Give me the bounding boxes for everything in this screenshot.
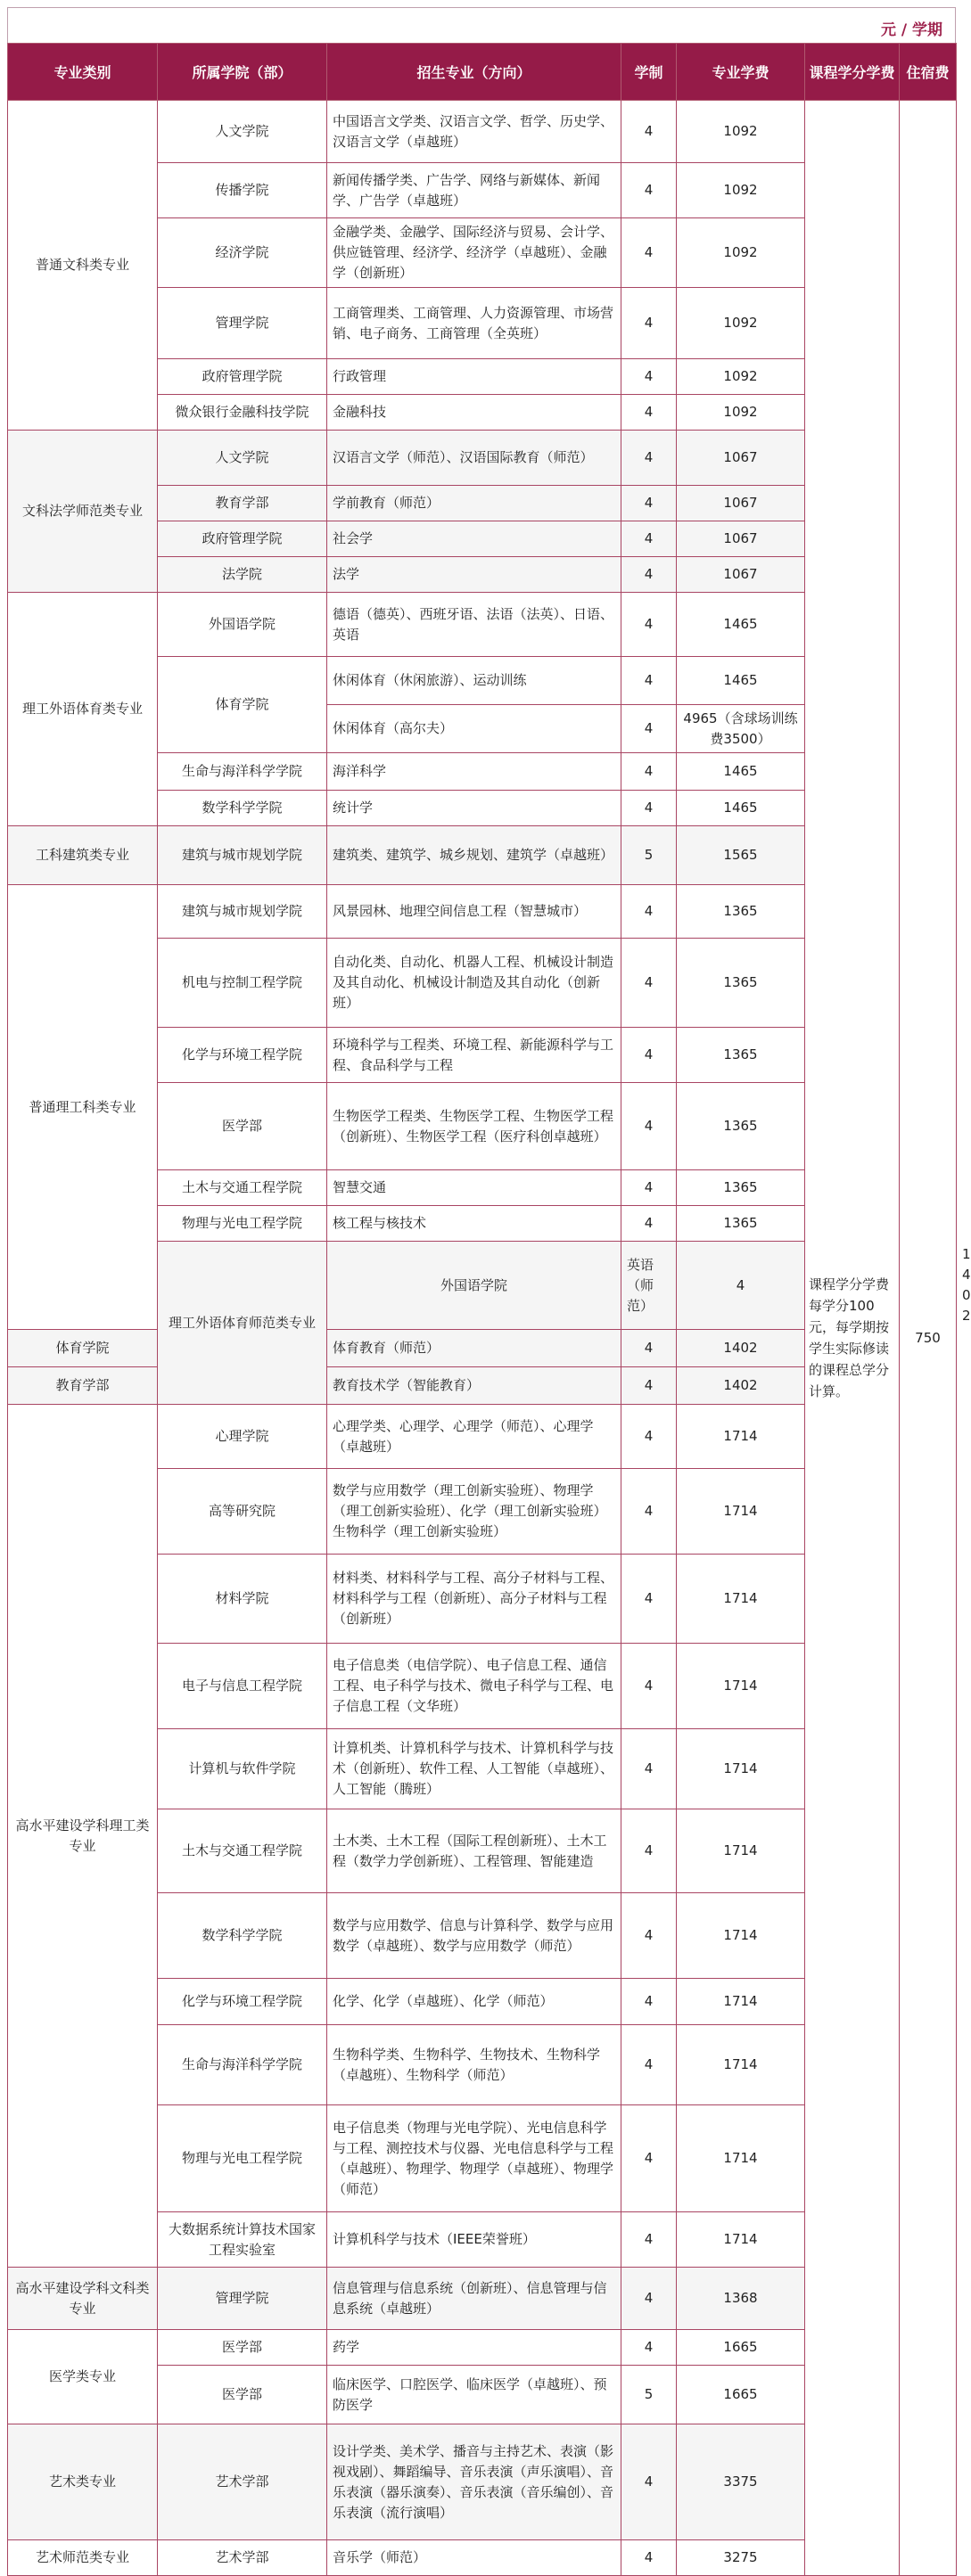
college-cell: 外国语学院 xyxy=(327,1242,621,1330)
category-cell: 理工外语体育师范类专业 xyxy=(158,1242,327,1405)
table-header-row xyxy=(8,44,957,101)
tuition-cell: 1714 xyxy=(677,1809,805,1893)
college-cell: 数学科学学院 xyxy=(158,1893,327,1979)
major-cell: 英语（师范） xyxy=(621,1242,677,1330)
header-years: 学制 xyxy=(621,44,677,101)
tuition-cell: 1402 xyxy=(677,1367,805,1405)
major-cell: 数学与应用数学、信息与计算科学、数学与应用数学（卓越班）、数学与应用数学（师范） xyxy=(327,1893,621,1979)
years-cell: 4 xyxy=(621,557,677,593)
unit-row xyxy=(7,7,956,43)
major-cell: 金融科技 xyxy=(327,395,621,431)
years-cell: 4 xyxy=(621,753,677,791)
major-cell: 数学与应用数学（理工创新实验班）、物理学（理工创新实验班）、化学（理工创新实验班）生物科学（理工创新实验班） xyxy=(327,1469,621,1555)
major-cell: 环境科学与工程类、环境工程、新能源科学与工程、食品科学与工程 xyxy=(327,1028,621,1083)
major-cell: 教育技术学（智能教育） xyxy=(327,1367,621,1405)
college-cell: 材料学院 xyxy=(158,1555,327,1644)
major-cell: 电子信息类（电信学院）、电子信息工程、通信工程、电子科学与技术、微电子科学与工程、电子信息工程（文华班） xyxy=(327,1644,621,1729)
college-cell: 电子与信息工程学院 xyxy=(158,1644,327,1729)
category-cell: 艺术师范类专业 xyxy=(8,2540,158,2576)
tuition-cell: 1092 xyxy=(677,359,805,395)
college-cell: 法学院 xyxy=(158,557,327,593)
college-cell: 体育学院 xyxy=(8,1330,158,1367)
major-cell: 材料类、材料科学与工程、高分子材料与工程、材料科学与工程（创新班）、高分子材料与工程（创新班） xyxy=(327,1555,621,1644)
years-cell: 4 xyxy=(621,2212,677,2268)
tuition-cell: 1365 xyxy=(677,939,805,1028)
years-cell: 4 xyxy=(621,705,677,753)
years-cell: 4 xyxy=(621,2025,677,2105)
years-cell: 4 xyxy=(621,2105,677,2212)
college-cell: 土木与交通工程学院 xyxy=(158,1809,327,1893)
college-cell: 医学部 xyxy=(158,1083,327,1170)
tuition-cell: 1067 xyxy=(677,431,805,486)
major-cell: 汉语言文学（师范）、汉语国际教育（师范） xyxy=(327,431,621,486)
years-cell: 5 xyxy=(621,826,677,885)
tuition-cell: 1067 xyxy=(677,486,805,521)
college-cell: 管理学院 xyxy=(158,288,327,359)
tuition-cell: 1714 xyxy=(677,2105,805,2212)
years-cell: 4 xyxy=(621,1330,677,1367)
tuition-cell: 1714 xyxy=(677,1405,805,1469)
years-cell: 4 xyxy=(621,1729,677,1809)
college-cell: 大数据系统计算技术国家工程实验室 xyxy=(158,2212,327,2268)
major-cell: 生物科学类、生物科学、生物技术、生物科学（卓越班）、生物科学（师范） xyxy=(327,2025,621,2105)
college-cell: 化学与环境工程学院 xyxy=(158,1979,327,2025)
college-cell: 体育学院 xyxy=(158,657,327,753)
major-cell: 中国语言文学类、汉语言文学、哲学、历史学、汉语言文学（卓越班） xyxy=(327,101,621,163)
category-cell: 工科建筑类专业 xyxy=(8,826,158,885)
credit-fee-note: 课程学分学费每学分100元，每学期按学生实际修读的课程总学分计算。 xyxy=(805,101,900,2576)
college-cell: 高等研究院 xyxy=(158,1469,327,1555)
major-cell: 心理学类、心理学、心理学（师范）、心理学（卓越班） xyxy=(327,1405,621,1469)
years-cell: 5 xyxy=(621,2366,677,2424)
college-cell: 管理学院 xyxy=(158,2268,327,2330)
major-cell: 海洋科学 xyxy=(327,753,621,791)
years-cell: 4 xyxy=(621,939,677,1028)
tuition-cell: 1365 xyxy=(677,1170,805,1206)
major-cell: 德语（德英）、西班牙语、法语（法英）、日语、英语 xyxy=(327,593,621,657)
major-cell: 电子信息类（物理与光电学院）、光电信息科学与工程、测控技术与仪器、光电信息科学与工程（卓越班）、物理学、物理学（卓越班）、物理学（师范） xyxy=(327,2105,621,2212)
tuition-cell: 1565 xyxy=(677,826,805,885)
major-cell: 信息管理与信息系统（创新班）、信息管理与信息系统（卓越班） xyxy=(327,2268,621,2330)
tuition-cell: 4965（含球场训练费3500） xyxy=(677,705,805,753)
header-lodging: 住宿费 xyxy=(900,44,957,101)
major-cell: 行政管理 xyxy=(327,359,621,395)
years-cell: 4 xyxy=(621,395,677,431)
college-cell: 传播学院 xyxy=(158,163,327,218)
major-cell: 学前教育（师范） xyxy=(327,486,621,521)
college-cell: 微众银行金融科技学院 xyxy=(158,395,327,431)
tuition-cell: 1067 xyxy=(677,521,805,557)
years-cell: 4 xyxy=(621,593,677,657)
college-cell: 化学与环境工程学院 xyxy=(158,1028,327,1083)
years-cell: 4 xyxy=(621,1644,677,1729)
years-cell: 4 xyxy=(621,2540,677,2576)
years-cell: 4 xyxy=(621,1170,677,1206)
years-cell: 4 xyxy=(621,885,677,939)
category-cell: 高水平建设学科理工类专业 xyxy=(8,1405,158,2268)
college-cell: 心理学院 xyxy=(158,1405,327,1469)
tuition-cell: 1368 xyxy=(677,2268,805,2330)
years-cell: 4 xyxy=(621,288,677,359)
college-cell: 艺术学部 xyxy=(158,2540,327,2576)
unit-label: 元 / 学期 xyxy=(880,21,942,39)
major-cell: 金融学类、金融学、国际经济与贸易、会计学、供应链管理、经济学、经济学（卓越班）、金融学（创新班） xyxy=(327,218,621,288)
years-cell: 4 xyxy=(621,2424,677,2540)
major-cell: 临床医学、口腔医学、临床医学（卓越班）、预防医学 xyxy=(327,2366,621,2424)
table-row: 理工外语体育师范类专业 外国语学院 英语（师范） 4 1402 xyxy=(8,1242,957,1330)
tuition-cell: 1465 xyxy=(677,791,805,826)
major-cell: 建筑类、建筑学、城乡规划、建筑学（卓越班） xyxy=(327,826,621,885)
major-cell: 自动化类、自动化、机器人工程、机械设计制造及其自动化、机械设计制造及其自动化（创新班） xyxy=(327,939,621,1028)
years-cell: 4 xyxy=(621,486,677,521)
header-credit-fee: 课程学分学费 xyxy=(805,44,900,101)
tuition-cell: 1665 xyxy=(677,2366,805,2424)
tuition-table xyxy=(7,43,971,2576)
years-cell: 4 xyxy=(621,431,677,486)
tuition-cell: 1665 xyxy=(677,2330,805,2366)
tuition-cell: 1714 xyxy=(677,2212,805,2268)
college-cell: 政府管理学院 xyxy=(158,521,327,557)
header-college: 所属学院（部） xyxy=(158,44,327,101)
tuition-cell: 1092 xyxy=(677,395,805,431)
college-cell: 政府管理学院 xyxy=(158,359,327,395)
tuition-cell: 1465 xyxy=(677,657,805,705)
header-category: 专业类别 xyxy=(8,44,158,101)
tuition-cell: 1714 xyxy=(677,1555,805,1644)
years-cell: 4 xyxy=(621,657,677,705)
years-cell: 4 xyxy=(621,1555,677,1644)
tuition-cell: 1092 xyxy=(677,218,805,288)
years-cell: 4 xyxy=(621,521,677,557)
major-cell: 法学 xyxy=(327,557,621,593)
tuition-cell: 1402 xyxy=(677,1330,805,1367)
college-cell: 数学科学学院 xyxy=(158,791,327,826)
tuition-cell: 1092 xyxy=(677,101,805,163)
major-cell: 土木类、土木工程（国际工程创新班）、土木工程（数学力学创新班）、工程管理、智能建造 xyxy=(327,1809,621,1893)
header-tuition: 专业学费 xyxy=(677,44,805,101)
lodging-fee-cell: 750 xyxy=(900,101,957,2576)
major-cell: 工商管理类、工商管理、人力资源管理、市场营销、电子商务、工商管理（全英班） xyxy=(327,288,621,359)
college-cell: 经济学院 xyxy=(158,218,327,288)
header-major: 招生专业（方向） xyxy=(327,44,621,101)
years-cell: 4 xyxy=(621,791,677,826)
college-cell: 计算机与软件学院 xyxy=(158,1729,327,1809)
major-cell: 休闲体育（高尔夫） xyxy=(327,705,621,753)
college-cell: 物理与光电工程学院 xyxy=(158,1206,327,1242)
years-cell: 4 xyxy=(621,1893,677,1979)
category-cell: 文科法学师范类专业 xyxy=(8,431,158,593)
major-cell: 统计学 xyxy=(327,791,621,826)
tuition-cell: 1714 xyxy=(677,1893,805,1979)
years-cell: 4 xyxy=(621,218,677,288)
tuition-cell: 1714 xyxy=(677,2025,805,2105)
major-cell: 音乐学（师范） xyxy=(327,2540,621,2576)
years-cell: 4 xyxy=(621,1083,677,1170)
major-cell: 体育教育（师范） xyxy=(327,1330,621,1367)
major-cell: 计算机类、计算机科学与技术、计算机科学与技术（创新班）、软件工程、人工智能（卓越班）、人工智能（腾班） xyxy=(327,1729,621,1809)
college-cell: 外国语学院 xyxy=(158,593,327,657)
years-cell: 4 xyxy=(677,1242,805,1330)
years-cell: 4 xyxy=(621,101,677,163)
years-cell: 4 xyxy=(621,2330,677,2366)
tuition-cell: 1365 xyxy=(677,1206,805,1242)
years-cell: 4 xyxy=(621,1405,677,1469)
tuition-cell: 3275 xyxy=(677,2540,805,2576)
college-cell: 教育学部 xyxy=(8,1367,158,1405)
college-cell: 医学部 xyxy=(158,2366,327,2424)
major-cell: 化学、化学（卓越班）、化学（师范） xyxy=(327,1979,621,2025)
major-cell: 新闻传播学类、广告学、网络与新媒体、新闻学、广告学（卓越班） xyxy=(327,163,621,218)
major-cell: 核工程与核技术 xyxy=(327,1206,621,1242)
years-cell: 4 xyxy=(621,359,677,395)
college-cell: 生命与海洋科学学院 xyxy=(158,753,327,791)
years-cell: 4 xyxy=(621,2268,677,2330)
tuition-cell: 1714 xyxy=(677,1469,805,1555)
category-cell: 普通理工科类专业 xyxy=(8,885,158,1330)
tuition-cell: 1465 xyxy=(677,593,805,657)
tuition-cell: 3375 xyxy=(677,2424,805,2540)
college-cell: 教育学部 xyxy=(158,486,327,521)
college-cell: 机电与控制工程学院 xyxy=(158,939,327,1028)
college-cell: 建筑与城市规划学院 xyxy=(158,885,327,939)
years-cell: 4 xyxy=(621,1979,677,2025)
major-cell: 生物医学工程类、生物医学工程、生物医学工程（创新班）、生物医学工程（医疗科创卓越班） xyxy=(327,1083,621,1170)
tuition-cell: 1365 xyxy=(677,1028,805,1083)
major-cell: 社会学 xyxy=(327,521,621,557)
college-cell: 人文学院 xyxy=(158,431,327,486)
tuition-cell: 1365 xyxy=(677,885,805,939)
years-cell: 4 xyxy=(621,1809,677,1893)
tuition-cell: 1067 xyxy=(677,557,805,593)
college-cell: 建筑与城市规划学院 xyxy=(158,826,327,885)
tuition-cell: 1365 xyxy=(677,1083,805,1170)
tuition-cell: 1092 xyxy=(677,163,805,218)
tuition-cell: 1465 xyxy=(677,753,805,791)
major-cell: 计算机科学与技术（IEEE荣誉班） xyxy=(327,2212,621,2268)
college-cell: 医学部 xyxy=(158,2330,327,2366)
years-cell: 4 xyxy=(621,163,677,218)
tuition-cell: 1714 xyxy=(677,1644,805,1729)
college-cell: 生命与海洋科学学院 xyxy=(158,2025,327,2105)
college-cell: 艺术学部 xyxy=(158,2424,327,2540)
category-cell: 高水平建设学科文科类专业 xyxy=(8,2268,158,2330)
years-cell: 4 xyxy=(621,1028,677,1083)
tuition-cell: 1092 xyxy=(677,288,805,359)
major-cell: 风景园林、地理空间信息工程（智慧城市） xyxy=(327,885,621,939)
years-cell: 4 xyxy=(621,1469,677,1555)
category-cell: 普通文科类专业 xyxy=(8,101,158,431)
college-cell: 物理与光电工程学院 xyxy=(158,2105,327,2212)
tuition-cell: 1714 xyxy=(677,1729,805,1809)
major-cell: 药学 xyxy=(327,2330,621,2366)
years-cell: 4 xyxy=(621,1206,677,1242)
table-row xyxy=(8,101,957,163)
major-cell: 智慧交通 xyxy=(327,1170,621,1206)
table-body xyxy=(8,101,971,2576)
tuition-cell: 1714 xyxy=(677,1979,805,2025)
years-cell: 4 xyxy=(621,1367,677,1405)
major-cell: 设计学类、美术学、播音与主持艺术、表演（影视戏剧）、舞蹈编导、音乐表演（声乐演唱）、音乐表演（器乐演奏）、音乐表演（音乐编创）、音乐表演（流行演唱） xyxy=(327,2424,621,2540)
college-cell: 土木与交通工程学院 xyxy=(158,1170,327,1206)
category-cell: 理工外语体育类专业 xyxy=(8,593,158,826)
major-cell: 休闲体育（休闲旅游）、运动训练 xyxy=(327,657,621,705)
college-cell: 人文学院 xyxy=(158,101,327,163)
category-cell: 艺术类专业 xyxy=(8,2424,158,2540)
category-cell: 医学类专业 xyxy=(8,2330,158,2424)
